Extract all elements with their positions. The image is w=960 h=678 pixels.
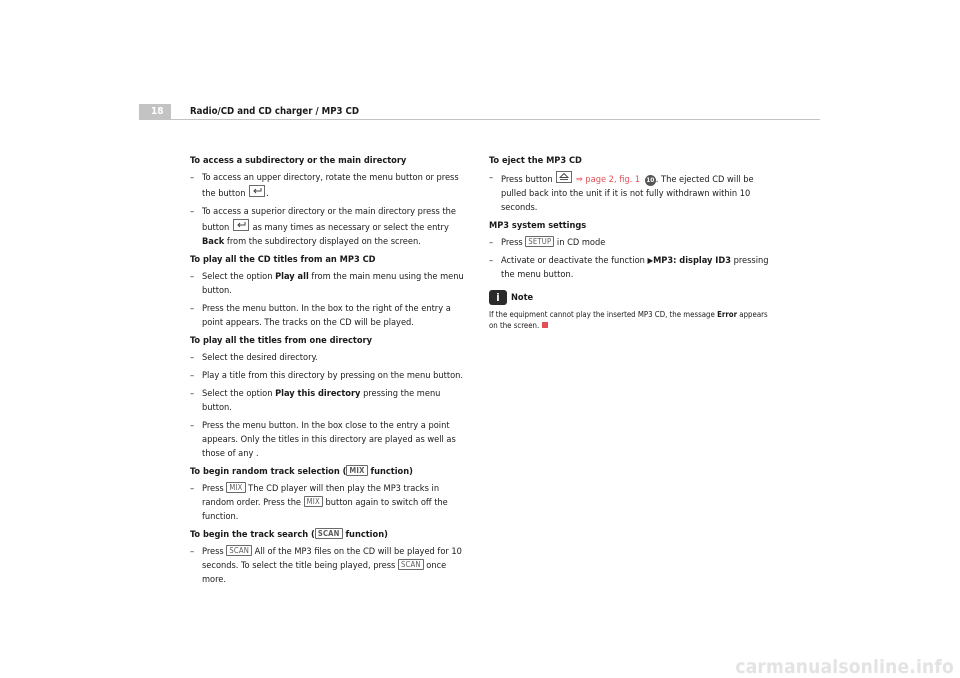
mix-key: MIX [304,496,323,507]
list-item: – Play a title from this directory by pressing on the menu button. [190,369,472,383]
note-title: Note [511,292,534,303]
header-rule [139,119,820,120]
reference-number-badge: 10 [646,176,655,184]
list-item: – Press MIX The CD player will then play the MP3 tracks in random order. Press the MIX button again to switch off the function. [190,482,472,524]
note-text: If the equipment cannot play the inserted MP3 CD, the message Error appears on the screen. [489,310,768,330]
list-item: – Activate or deactivate the function ▶MP3: display ID3 pressing the menu button. [489,254,774,282]
heading-scan: To begin the track search ( SCAN function) [190,529,388,540]
mix-key: MIX [346,465,367,476]
heading-play-directory: To play all the titles from one directory [190,335,372,346]
list-item: – Press button ⇒ page 2, fig. 1 10. The ejected CD will be pulled back into the unit if it is not fully withdrawn within 10 seconds. [489,171,774,215]
mix-key: MIX [226,482,245,493]
watermark: carmanualsonline.info [735,656,954,678]
list-item: – To access a superior directory or the main directory press the button as many times as necessary or select the entry Back from the subdirectory displayed on the screen. [190,205,472,249]
back-arrow-key-icon [249,185,265,197]
page-reference-link[interactable]: ⇒ page 2, fig. 1 [575,174,641,185]
list-item: – Select the option Play all from the main menu using the menu button. [190,270,472,298]
info-icon: i [489,290,507,305]
list-item: – Press the menu button. In the box to the right of the entry a point appears. The tracks on the CD will be played. [190,302,472,330]
heading-play-all: To play all the CD titles from an MP3 CD [190,254,376,265]
list-item: – To access an upper directory, rotate the menu button or press the button . [190,171,472,201]
eject-key-icon [556,171,572,183]
list-item: – Press the menu button. In the box close to the entry a point appears. Only the titles in this directory are played as well as those of any . [190,419,472,461]
list-item: – Press SETUP in CD mode [489,236,774,250]
triangle-right-icon: ▶ [647,256,654,265]
heading-eject: To eject the MP3 CD [489,155,582,166]
page-header-title: Radio/CD and CD charger / MP3 CD [190,106,360,117]
list-item: – Press SCAN All of the MP3 files on the CD will be played for 10 seconds. To select the title being played, press SCAN once more. [190,545,472,587]
scan-key: SCAN [398,559,424,570]
left-column [190,154,472,591]
scan-key: SCAN [315,528,343,539]
back-arrow-key-icon [233,219,249,231]
heading-random: To begin random track selection ( MIX function) [190,466,413,477]
end-marker-icon [542,322,548,328]
heading-mp3-settings: MP3 system settings [489,220,587,231]
page-number: 18 [151,106,164,117]
heading-subdirectory: To access a subdirectory or the main directory [190,155,407,166]
list-item: – Select the option Play this directory pressing the menu button. [190,387,472,415]
note-header [489,290,774,305]
right-column [489,154,774,331]
scan-key: SCAN [226,545,252,556]
setup-key: SETUP [525,236,554,247]
list-item: – Select the desired directory. [190,351,472,365]
